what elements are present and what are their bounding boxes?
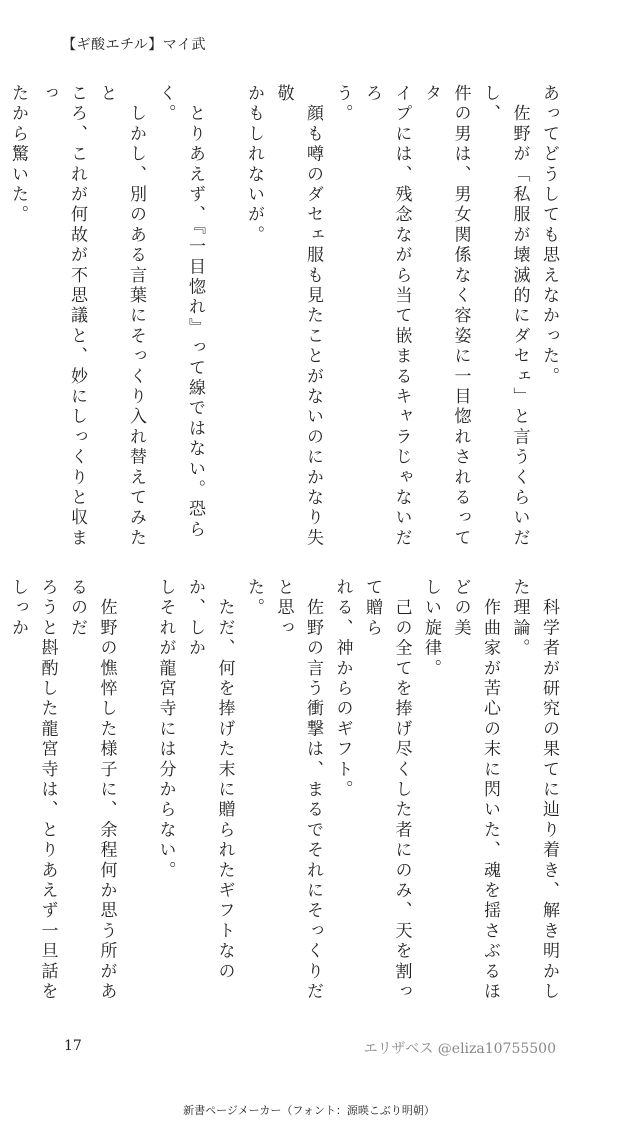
text-line: 科学者が研究の果てに辿り着き、解き明かした理論。 <box>509 578 559 1003</box>
text-line: 作曲家が苦心の末に閃いた、魂を揺さぶるほどの美 <box>450 578 500 1003</box>
page-number: 17 <box>64 1038 82 1054</box>
text-line: 佐野が「私服が壊滅的にダセェ」と言うくらいだし、 <box>480 84 530 549</box>
text-line: 佐野の言う衝撃は、まるでそれにそっくりだと思っ <box>273 578 323 1003</box>
text-line: しい旋律。 <box>421 578 441 679</box>
text-line <box>209 84 239 554</box>
text-line: ただ、何を捧げた末に贈られたギフトなのか、しか <box>185 578 235 982</box>
text-line: イプには、残念ながら当て嵌まるキャラじゃないだろ <box>362 84 412 549</box>
text-line: れる、神からのギフト。 <box>332 578 353 801</box>
text-line: ろうと斟酌した龍宮寺は、とりあえず一旦話をしっか <box>8 578 58 1003</box>
text-line: たから驚いた。 <box>8 84 28 226</box>
text-line: しそれが龍宮寺には分からない。 <box>155 578 176 881</box>
text-line: とりあえず、『一目惚れ』って線ではない。恐らく。 <box>155 84 205 541</box>
text-line: 佐野の憔悴した様子に、余程何か思う所があるのだ <box>67 578 117 1003</box>
footer-credit: 新書ページメーカー（フォント：源暎こぶり明朝） <box>183 1104 435 1117</box>
text-line <box>121 578 151 1010</box>
text-line: かもしれないが。 <box>244 84 264 246</box>
top-text-column <box>8 84 563 554</box>
text-line: た。 <box>244 578 264 619</box>
text-line <box>0 578 3 1010</box>
text-line: あってどうしても思えなかった。 <box>539 84 559 387</box>
bottom-text-column <box>8 578 563 1010</box>
text-line: 件の男は、男女関係なく容姿に一目惚れされるってタ <box>421 84 471 549</box>
text-line: ころ、これが何故が不思議と、妙にしっくりと収まっ <box>37 84 87 549</box>
author-credit: エリザベス @eliza10755500 <box>363 1041 556 1057</box>
text-line: 顔も噂のダセェ服も見たことがないのにかなり失敬 <box>273 84 323 549</box>
text-line: 己の全てを捧げ尽くした者にのみ、天を割って贈ら <box>362 578 412 1003</box>
text-line: う。 <box>332 84 353 125</box>
text-line: しかし、別のある言葉にそっくり入れ替えてみたと <box>96 84 146 549</box>
document-title: 【ギ酸エチル】マイ武 <box>62 37 207 53</box>
